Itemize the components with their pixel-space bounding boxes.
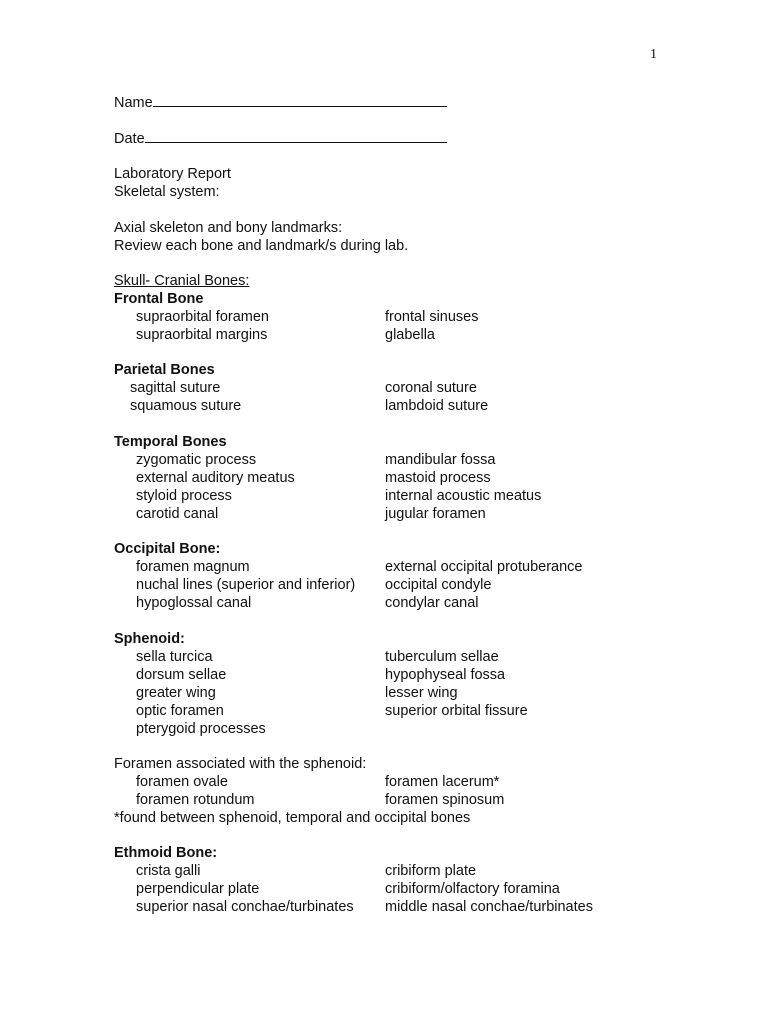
list-item: external auditory meatus xyxy=(136,470,295,486)
intro-line-2: Review each bone and landmark/s during lab. xyxy=(114,238,409,254)
report-subtitle: Skeletal system: xyxy=(114,184,220,200)
list-item: internal acoustic meatus xyxy=(385,488,542,504)
name-field[interactable] xyxy=(114,94,447,111)
list-item: lesser wing xyxy=(385,685,458,701)
list-item: lambdoid suture xyxy=(385,398,489,414)
foramen-sphenoid-heading: Foramen associated with the sphenoid: xyxy=(114,756,367,772)
list-item: hypoglossal canal xyxy=(136,595,252,611)
list-item: hypophyseal fossa xyxy=(385,667,506,683)
list-item: pterygoid processes xyxy=(136,721,266,737)
list-item: external occipital protuberance xyxy=(385,559,583,575)
intro-line-1: Axial skeleton and bony landmarks: xyxy=(114,220,343,236)
list-item: cribiform/olfactory foramina xyxy=(385,881,560,897)
list-item: foramen spinosum xyxy=(385,792,505,808)
list-item: mastoid process xyxy=(385,470,491,486)
list-item: crista galli xyxy=(136,863,201,879)
list-item: squamous suture xyxy=(130,398,242,414)
list-item: sagittal suture xyxy=(130,380,221,396)
section-heading-cranial: Skull- Cranial Bones: xyxy=(114,273,250,289)
footnote: *found between sphenoid, temporal and occipital bones xyxy=(114,810,471,826)
page-number: 1 xyxy=(650,47,657,62)
list-item: glabella xyxy=(385,327,435,343)
list-item: foramen rotundum xyxy=(136,792,255,808)
list-item: jugular foramen xyxy=(385,506,486,522)
list-item: dorsum sellae xyxy=(136,667,227,683)
list-item: sella turcica xyxy=(136,649,213,665)
date-field[interactable] xyxy=(114,130,447,147)
sphenoid-heading: Sphenoid: xyxy=(114,631,185,647)
temporal-bones-heading: Temporal Bones xyxy=(114,434,227,450)
list-item: condylar canal xyxy=(385,595,479,611)
date-blank-line[interactable] xyxy=(145,130,447,143)
list-item: greater wing xyxy=(136,685,216,701)
list-item: styloid process xyxy=(136,488,232,504)
list-item: mandibular fossa xyxy=(385,452,496,468)
parietal-bones-heading: Parietal Bones xyxy=(114,362,215,378)
list-item: supraorbital margins xyxy=(136,327,268,343)
list-item: middle nasal conchae/turbinates xyxy=(385,899,593,915)
ethmoid-bone-heading: Ethmoid Bone: xyxy=(114,845,218,861)
occipital-bone-heading: Occipital Bone: xyxy=(114,541,221,557)
frontal-bone-heading: Frontal Bone xyxy=(114,291,204,307)
list-item: zygomatic process xyxy=(136,452,257,468)
list-item: coronal suture xyxy=(385,380,477,396)
date-label: Date xyxy=(114,131,145,147)
list-item: tuberculum sellae xyxy=(385,649,499,665)
list-item: carotid canal xyxy=(136,506,219,522)
list-item: frontal sinuses xyxy=(385,309,479,325)
list-item: foramen magnum xyxy=(136,559,250,575)
list-item: nuchal lines (superior and inferior) xyxy=(136,577,356,593)
report-title: Laboratory Report xyxy=(114,166,231,182)
list-item: optic foramen xyxy=(136,703,224,719)
list-item: supraorbital foramen xyxy=(136,309,269,325)
list-item: superior nasal conchae/turbinates xyxy=(136,899,354,915)
list-item: superior orbital fissure xyxy=(385,703,528,719)
list-item: perpendicular plate xyxy=(136,881,260,897)
list-item: foramen lacerum* xyxy=(385,774,500,790)
name-label: Name xyxy=(114,95,153,111)
list-item: occipital condyle xyxy=(385,577,492,593)
list-item: cribiform plate xyxy=(385,863,477,879)
name-blank-line[interactable] xyxy=(153,94,447,107)
list-item: foramen ovale xyxy=(136,774,228,790)
